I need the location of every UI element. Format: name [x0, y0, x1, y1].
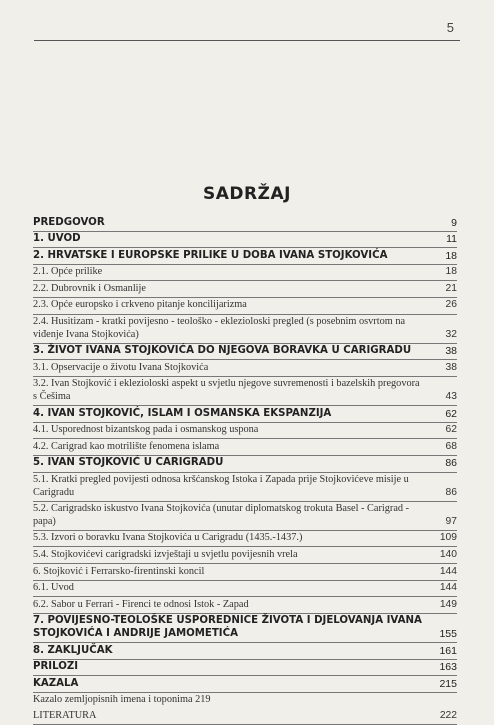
toc-entry: [33, 344, 457, 361]
toc-entry-title: 6.2. Sabor u Ferrari - Firenci te odnosi Istok - Zapad: [33, 598, 249, 610]
toc-entry-page: 38: [445, 361, 457, 373]
toc-entry-title: 6.1. Uvod: [33, 582, 74, 594]
toc-entry-title: 4.2. Carigrad kao motrilište fenomena islama: [33, 440, 220, 452]
toc-entry-page: 86: [445, 486, 457, 498]
toc-entry: [33, 232, 457, 249]
toc-entry-title: 2. HRVATSKE I EUROPSKE PRILIKE U DOBA IVANA STOJKOVIĆA: [33, 249, 388, 261]
toc-entry: [33, 564, 457, 581]
toc-entry-page: 161: [439, 644, 457, 657]
toc-entry-page: 62: [445, 407, 457, 420]
toc-entry-page: 155: [439, 627, 457, 640]
toc-entry-page: 21: [445, 282, 457, 294]
toc-title: SADRŽAJ: [203, 184, 291, 204]
toc-entry: [33, 423, 457, 440]
toc-entry-page: 32: [445, 328, 457, 340]
toc-entry: [33, 315, 457, 344]
toc-entry-title: 2.1. Opće prilike: [33, 266, 103, 278]
toc-entry: [33, 439, 457, 456]
toc-entry: [33, 456, 457, 473]
toc-entry-title: 5.2. Carigradsko iskustvo Ivana Stojkovića (unutar diplomatskog trokuta Basel - Carigrad - papa): [33, 503, 410, 527]
toc-entry-page: 86: [445, 457, 457, 470]
toc-entry-page: 18: [445, 249, 457, 262]
toc-entry: [33, 502, 457, 531]
toc-entry: [33, 248, 457, 265]
toc-entry-title: 3.1. Opservacije o životu Ivana Stojkovića: [33, 361, 209, 373]
toc-entry-title: 1. UVOD: [33, 233, 81, 245]
toc-entry-title: KAZALA: [33, 677, 79, 689]
toc-entry: [33, 676, 457, 693]
toc-entry-page: 144: [439, 582, 457, 594]
toc-entry: [33, 377, 457, 406]
toc-entry-title: 8. ZAKLJUČAK: [33, 644, 113, 656]
toc-entry-title: LITERATURA: [33, 709, 97, 721]
toc-entry-title: 2.4. Husitizam - kratki povijesno - teološko - eklezioloski pregled (s posebnim osvrtom na viđenje Ivana Stojkovića): [33, 316, 406, 340]
toc-entry-title: 5.3. Izvori o boravku Ivana Stojkovića u Carigradu (1435.-1437.): [33, 532, 303, 544]
toc-entry: [33, 531, 457, 548]
toc-entry: [33, 597, 457, 614]
toc-entry-page: 97: [445, 515, 457, 527]
toc-entry-title: 2.2. Dubrovnik i Osmanlije: [33, 282, 146, 294]
toc-entry-title: Kazalo zemljopisnih imena i toponima 219: [33, 694, 211, 706]
toc-entry: [33, 215, 457, 232]
header-rule: [34, 40, 460, 41]
page-number: 5: [446, 20, 454, 35]
toc-entry: [33, 265, 457, 282]
toc-entry-title: 4. IVAN STOJKOVIĆ, ISLAM I OSMANSKA EKSPANZIJA: [33, 407, 332, 419]
toc-entry: [33, 547, 457, 564]
toc-entry-title: PREDGOVOR: [33, 216, 105, 228]
toc-entry-page: 144: [439, 565, 457, 577]
toc-entry: [33, 693, 457, 709]
toc-entry: [33, 614, 457, 643]
toc-entry-page: 26: [445, 299, 457, 311]
toc-entry-page: 38: [445, 345, 457, 358]
toc-entry-title: 4.1. Usporednost bizantskog pada i osmanskog uspona: [33, 424, 259, 436]
toc-entry-page: 222: [439, 709, 457, 721]
toc-entry: [33, 581, 457, 598]
toc-entry-page: 62: [445, 424, 457, 436]
toc-entry-page: 163: [439, 661, 457, 674]
toc-entry-page: 9: [451, 216, 457, 229]
toc-entry-page: 68: [445, 440, 457, 452]
toc-entry-page: 149: [439, 598, 457, 610]
toc-entry-page: 140: [439, 548, 457, 560]
toc-entry-page: 18: [445, 266, 457, 278]
toc-entry-title: 5.4. Stojkovićevi carigradski izvještaji u svjetlu povijesnih vrela: [33, 548, 298, 560]
toc-entry-page: 43: [445, 391, 457, 403]
toc-entry: [33, 643, 457, 660]
toc-entry: [33, 298, 457, 315]
toc-entry: [33, 708, 457, 725]
toc-entry-title: 5. IVAN STOJKOVIĆ U CARIGRADU: [33, 457, 224, 469]
toc-entry-page: 215: [439, 677, 457, 690]
toc-entry: [33, 360, 457, 377]
toc-entry-title: 3.2. Ivan Stojković i eklezioloski aspekt u svjetlu njegove suvremenosti i bazelskih pregovora s Češima: [33, 378, 420, 403]
toc-entry-title: 2.3. Opće europsko i crkveno pitanje koncilijarizma: [33, 299, 247, 311]
toc-entry-page: 11: [446, 233, 457, 246]
toc-entry: [33, 406, 457, 423]
toc-entry-title: 5.1. Kratki pregled povijesti odnosa kršćanskog Istoka i Zapada prije Stojkovićeve misije u Carigradu: [33, 474, 409, 498]
toc-entry: [33, 473, 457, 502]
toc-entry: [33, 660, 457, 677]
table-of-contents: [33, 215, 457, 725]
toc-entry-title: 6. Stojković i Ferrarsko-firentinski koncil: [33, 565, 205, 577]
toc-entry-page: 109: [439, 532, 457, 544]
toc-entry-title: 3. ŽIVOT IVANA STOJKOVIĆA DO NJEGOVA BORAVKA U CARIGRADU: [33, 345, 412, 357]
toc-entry: [33, 281, 457, 298]
toc-entry-title: PRILOZI: [33, 661, 79, 673]
toc-entry-title: 7. POVIJESNO-TEOLOŠKE USPOREDNICE ŽIVOTA I DJELOVANJA IVANA STOJKOVIĆA I ANDRIJE JAMOMETIĆA: [33, 615, 422, 639]
